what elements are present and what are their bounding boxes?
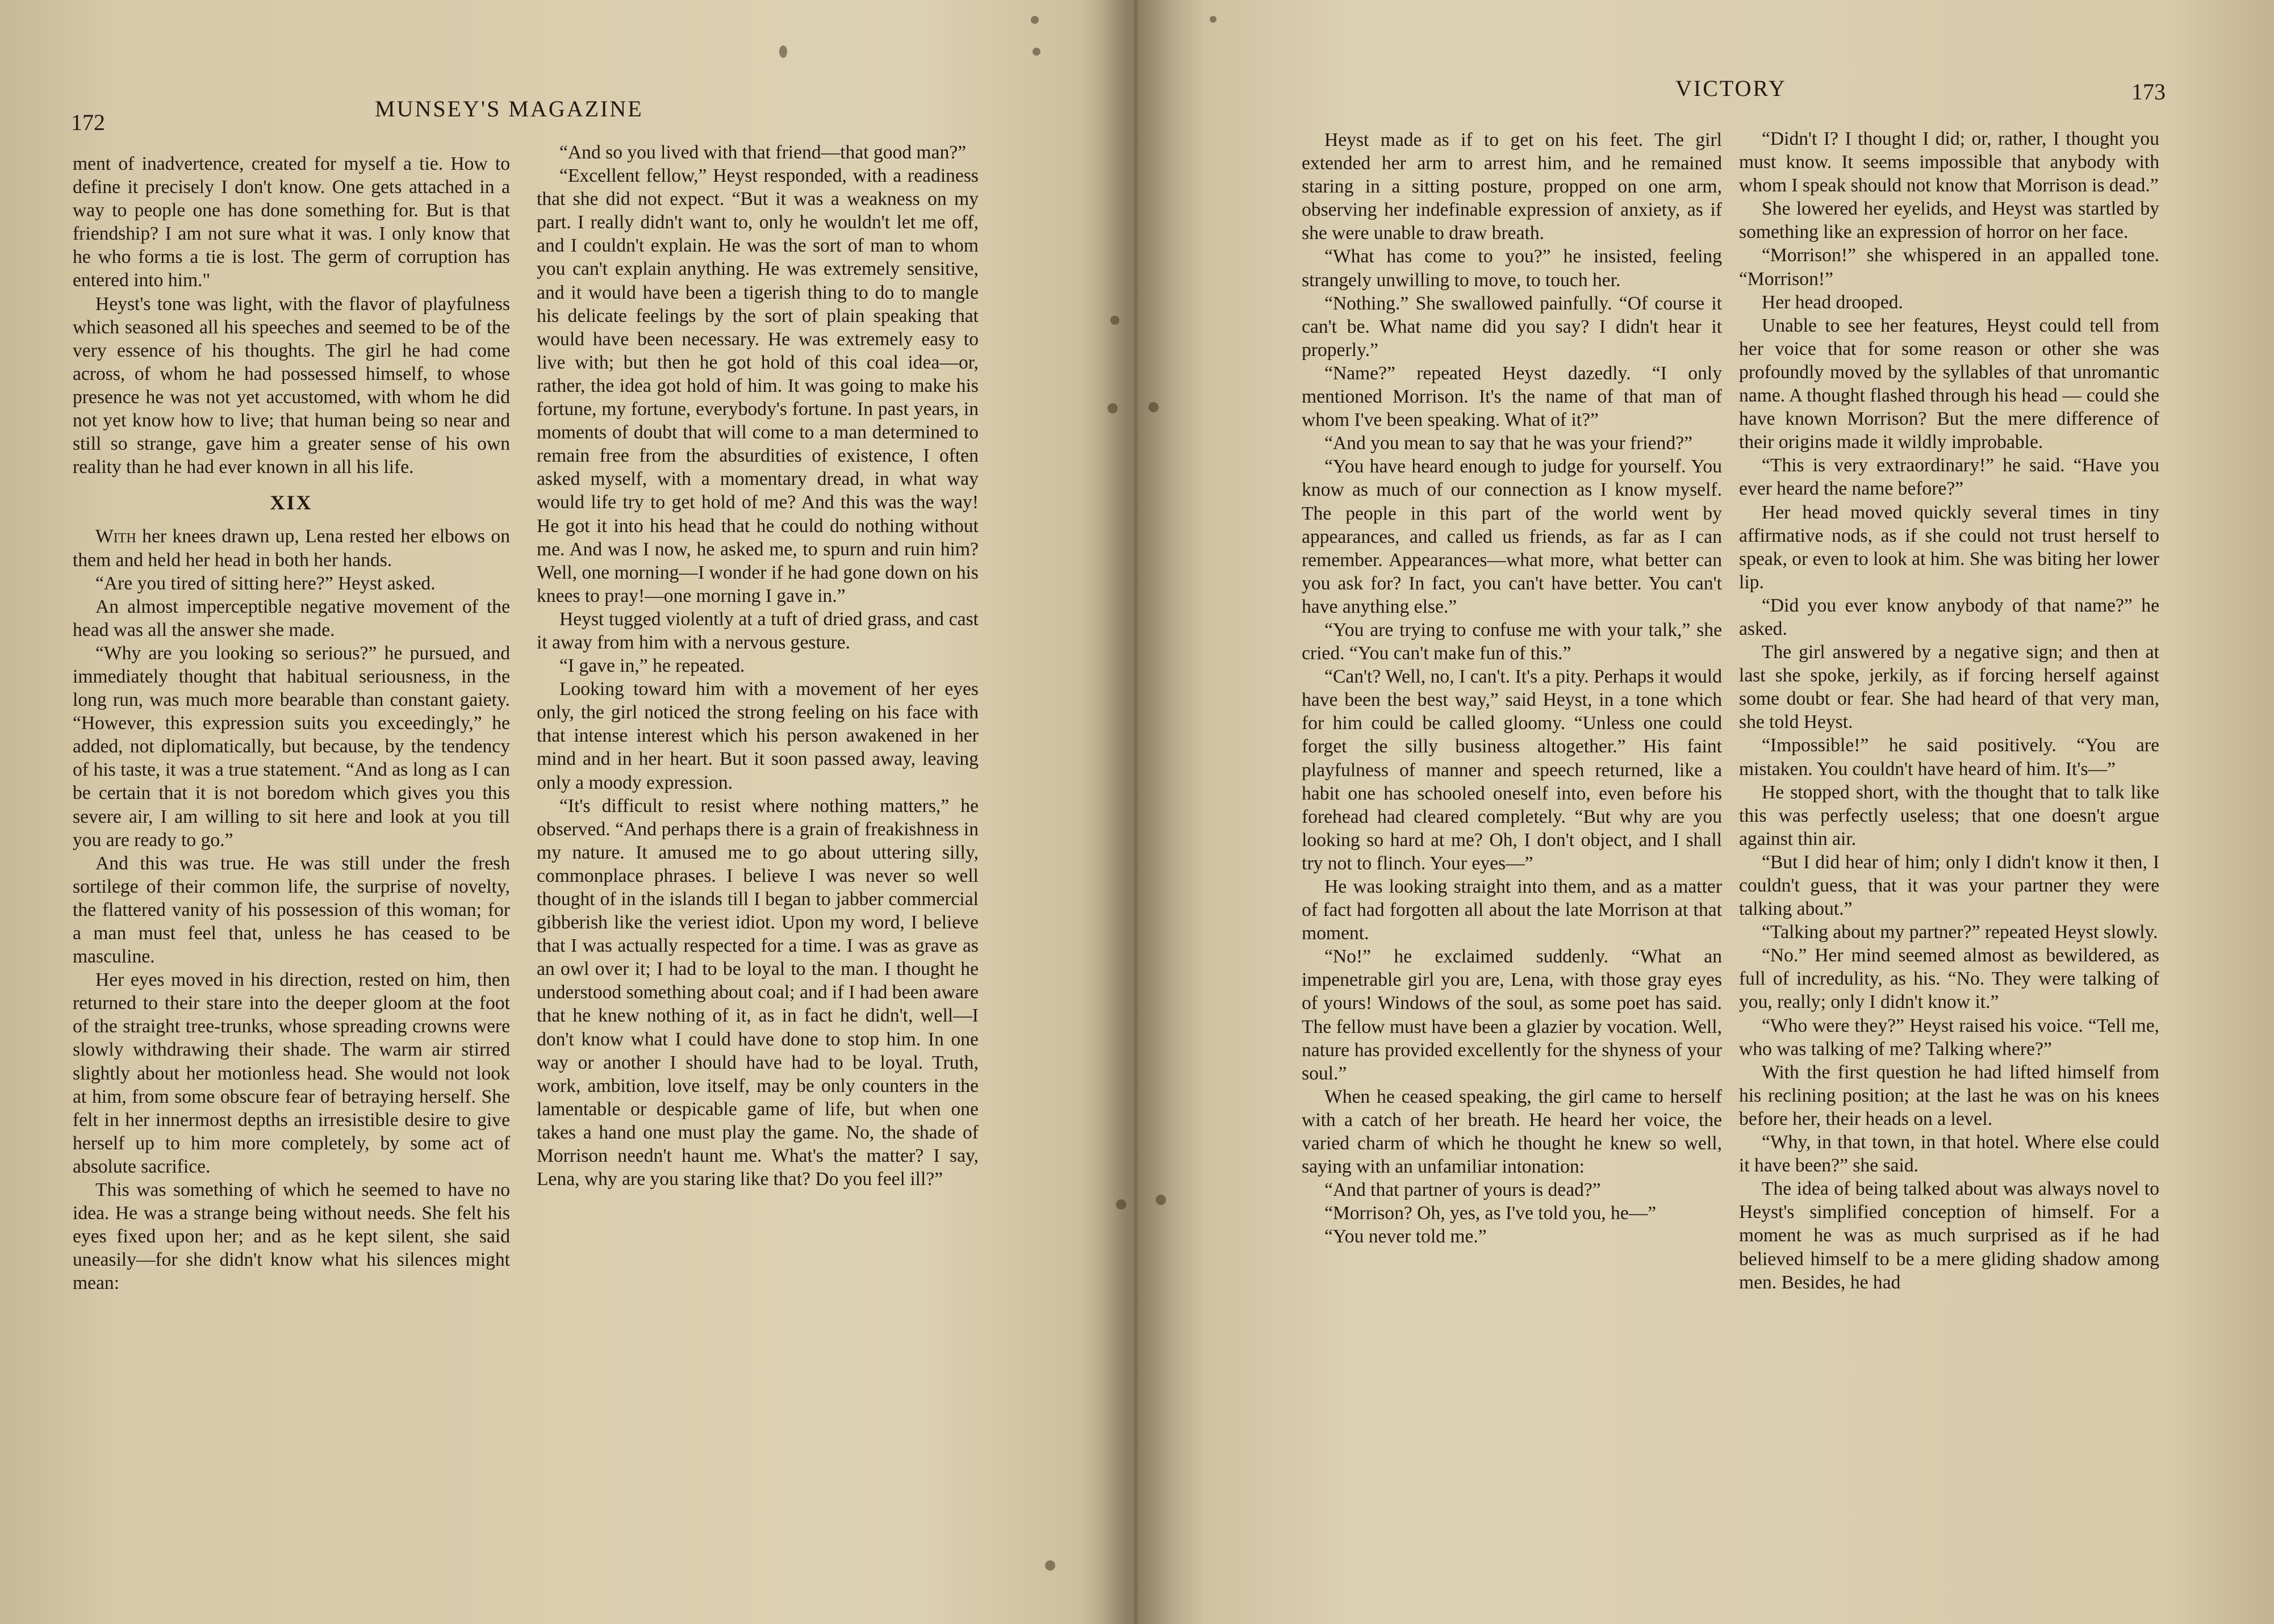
paragraph: “Did you ever know anybody of that name?” he asked. — [1739, 595, 2159, 639]
paragraph: “Impossible!” he said positively. “You are mistaken. You couldn't have heard of him. It's—” — [1739, 735, 2159, 780]
paragraph: “Nothing.” She swallowed painfully. “Of course it can't be. What name did you say? I didn't hear it properly.” — [1302, 292, 1722, 361]
right-page — [1142, 0, 2274, 1624]
left-column-1 — [73, 152, 510, 1295]
paragraph: “And that partner of yours is dead?” — [1324, 1179, 1601, 1201]
paragraph: “Are you tired of sitting here?” Heyst asked. — [95, 572, 436, 594]
paragraph: “But I did hear of him; only I didn't know it then, I couldn't guess, that it was your partner they were talking about.” — [1739, 851, 2159, 920]
paragraph: “Why are you looking so serious?” he pursued, and immediately thought that habitual seriousness, in the long run, was much more bearable than constant gaiety. “However, this expression suits you exceedingly,” he added, not diplomatically, but because, by the tendency of his taste, it was a true statement. “And as long as I can be certain that it is not boredom which gives you this severe air, I am willing to sit here and look at you till you are ready to go.” — [73, 642, 510, 851]
paragraph: “No!” he exclaimed suddenly. “What an impenetrable girl you are, Lena, with those gray eyes of yours! Windows of the soul, as some poet has said. The fellow must have been a glazier by vocation. Well, nature has provided excellently for the shyness of your soul.” — [1302, 946, 1722, 1084]
paragraph: Heyst made as if to get on his feet. The girl extended her arm to arrest him, and he remained staring in a sitting posture, propped on one arm, observing her indefinable expression of anxiety, as if she were unable to draw breath. — [1302, 129, 1722, 244]
paragraph: An almost imperceptible negative movement of the head was all the answer she made. — [73, 596, 510, 641]
paragraph: Heyst tugged violently at a tuft of dried grass, and cast it away from him with a nervous gesture. — [537, 608, 979, 653]
paragraph: “Name?” repeated Heyst dazedly. “I only mentioned Morrison. It's the name of that man of whom I've been speaking. What of it?” — [1302, 362, 1722, 431]
paragraph: Her head drooped. — [1762, 291, 1903, 313]
paragraph: “Morrison!” she whispered in an appalled tone. “Morrison!” — [1739, 245, 2159, 290]
paragraph: “Who were they?” Heyst raised his voice. “Tell me, who was talking of me? Talking where?” — [1739, 1015, 2159, 1060]
running-head: VICTORY — [1675, 76, 1787, 101]
paragraph: When he ceased speaking, the girl came to herself with a catch of her breath. He heard her voice, the varied charm of which he thought he knew so well, saying with an unfamiliar intonation: — [1302, 1086, 1722, 1178]
paragraph: ment of inadvertence, created for myself a tie. How to define it precisely I don't know. One gets attached in a way to people one has done something for. But is that friendship? I am not sure what it was. I only know that he who forms a tie is lost. The germ of corruption has entered into him." — [73, 153, 510, 291]
paragraph: She lowered her eyelids, and Heyst was startled by something like an expression of horror on her face. — [1739, 198, 2159, 243]
paragraph: The idea of being talked about was always novel to Heyst's simplified conception of himself. For a moment he was as much surprised as if he had believed himself to be a mere gliding shadow among men. Besides, he had — [1739, 1178, 2159, 1293]
paragraph: “Talking about my partner?” repeated Heyst slowly. — [1762, 922, 2158, 943]
paragraph: Unable to see her features, Heyst could tell from her voice that for some reason or other she was profoundly moved by the syllables of that unromantic name. A thought flashed through his head — could she have known Morrison? But the mere difference of their origins made it wildly improbable. — [1739, 315, 2159, 453]
paragraph: “This is very extraordinary!” he said. “Have you ever heard the name before?” — [1739, 455, 2159, 500]
paragraph: He stopped short, with the thought that to talk like this was perfectly useless; that one doesn't argue against thin air. — [1739, 781, 2159, 849]
paragraph: “What has come to you?” he insisted, feeling strangely unwilling to move, to touch her. — [1302, 246, 1722, 291]
page-number: 173 — [2131, 79, 2166, 104]
paragraph: “Can't? Well, no, I can't. It's a pity. Perhaps it would have been the best way,” said Heyst, in a tone which for him could be called gloomy. “Unless one could forget the silly business altogether.” His faint playfulness of manner and speech returned, like a habit one has schooled oneself into, even before his forehead had cleared completely. “But why are you looking so hard at me? Oh, I don't object, and I shall try not to flinch. Your eyes—” — [1302, 666, 1722, 874]
page-number: 172 — [71, 110, 105, 135]
right-column-1 — [1302, 128, 1722, 1249]
paragraph: “You are trying to confuse me with your talk,” she cried. “You can't make fun of this.” — [1302, 619, 1722, 664]
paragraph: “Morrison? Oh, yes, as I've told you, he—” — [1324, 1203, 1657, 1224]
paragraph: The girl answered by a negative sign; and then at last she spoke, jerkily, as if forcing herself against some doubt or fear. She had heard of that very man, she told Heyst. — [1739, 642, 2159, 733]
right-column-2 — [1739, 127, 2159, 1294]
paragraph: “It's difficult to resist where nothing matters,” he observed. “And perhaps there is a grain of freakishness in my nature. It amused me to go about uttering silly, commonplace phrases. I believe I was never so well thought of in the islands till I began to jabber commercial gibberish like the veriest idiot. Upon my word, I believe that I was actually respected for a time. I was as grave as an owl over it; I had to be loyal to the man. I thought he understood something about coal; and if I had been aware that he knew nothing of it, as in fact he didn't, well—I don't know what I could have done to stop him. In one way or another I should have had to be loyal. Truth, work, ambition, love itself, may be only counters in the lamentable or despicable game of life, but when one takes a hand one must play the game. No, the shade of Morrison needn't haunt me. What's the matter? I say, Lena, why are you staring like that? Do you feel ill?” — [537, 795, 979, 1190]
chapter-heading: XIX — [270, 491, 313, 514]
paragraph: Heyst's tone was light, with the flavor of playfulness which seasoned all his speeches and seemed to be of the very essence of his thoughts. The girl he had come across, of whom he had possessed himself, to whose presence he was not yet accustomed, with whom he did not yet know how to live; that human being so near and still so strange, gave him a greater sense of his own reality than he had ever known in all his life. — [73, 293, 510, 478]
left-page — [0, 0, 1130, 1624]
paragraph: “Didn't I? I thought I did; or, rather, I thought you must know. It seems impossible that anybody with whom I speak should not know that Morrison is dead.” — [1739, 128, 2159, 196]
paragraph: “Why, in that town, in that hotel. Where else could it have been?” she said. — [1739, 1132, 2159, 1177]
paragraph: “Excellent fellow,” Heyst responded, with a readiness that she did not expect. “But it was a weakness on my part. I really didn't want to, only he wouldn't let me off, and I couldn't explain. He was the sort of man to whom you can't explain anything. He was extremely sensitive, and it would have been a tigerish thing to do to mangle his delicate feelings by the sort of plain speaking that would have been necessary. He was extremely easy to live with; but then he got hold of this coal idea—or, rather, the idea got hold of him. It was going to make his fortune, my fortune, everybody's fortune. In past years, in moments of doubt that will come to a man determined to remain free from the absurdities of existence, I often asked myself, with a momentary dread, in what way would life try to get hold of me? And this was the way! He got it into his head that he could do nothing without me. And was I now, he asked me, to spurn and ruin him? Well, one morning—I wonder if he had gone down on his knees to pray!—one morning I gave in.” — [537, 165, 979, 606]
paragraph: Her eyes moved in his direction, rested on him, then returned to their stare into the deeper gloom at the foot of the straight tree-trunks, whose spreading crowns were slowly withdrawing their shade. The warm air stirred slightly about her motionless head. She would not look at him, from some obscure fear of betraying herself. She felt in her innermost depths an irresistible desire to give herself up to him more completely, by some act of absolute sacrifice. — [73, 969, 510, 1177]
paragraph: This was something of which he seemed to have no idea. He was a strange being without needs. She felt his eyes fixed upon her; and as he kept silent, she said uneasily—for she didn't know what his silences might mean: — [73, 1179, 510, 1294]
paragraph: her knees drawn up, Lena rested her elbows on them and held her head in both her hands. — [73, 526, 510, 571]
paragraph: And this was true. He was still under the fresh sortilege of their common life, the surprise of novelty, the flattered vanity of his possession of this woman; for a man must feel that, unless he has ceased to be masculine. — [73, 852, 510, 968]
paragraph: “I gave in,” he repeated. — [559, 655, 745, 677]
running-head: MUNSEY'S MAGAZINE — [375, 96, 643, 122]
paragraph: “You have heard enough to judge for yourself. You know as much of our connection as I know myself. The people in this part of the world went by appearances, and called us friends, as far as I can remember. Appearances—what more, what better can you ask for? In fact, you can't have better. You can't have anything else.” — [1302, 456, 1722, 617]
paragraph: “You never told me.” — [1324, 1226, 1487, 1248]
paragraph: “And you mean to say that he was your friend?” — [1324, 433, 1693, 454]
paragraph: Looking toward him with a movement of her eyes only, the girl noticed the strong feeling on his face with that intense interest which his person awakened in her mind and in her heart. But it soon passed away, leaving only a moody expression. — [537, 679, 979, 793]
chapter-first-word: With — [95, 526, 136, 547]
left-column-2 — [537, 141, 979, 1191]
paragraph: “And so you lived with that friend—that good man?” — [559, 142, 967, 163]
paragraph: With the first question he had lifted himself from his reclining position; at the last he was on his knees before her, their heads on a level. — [1739, 1061, 2159, 1129]
paragraph: “No.” Her mind seemed almost as bewildered, as full of incredulity, as his. “No. They were talking of you, really; only I didn't know it.” — [1739, 945, 2159, 1013]
paragraph: Her head moved quickly several times in tiny affirmative nods, as if she could not trust herself to speak, or even to look at him. She was biting her lower lip. — [1739, 501, 2159, 593]
paragraph: He was looking straight into them, and as a matter of fact had forgotten all about the late Morrison at that moment. — [1302, 876, 1722, 944]
